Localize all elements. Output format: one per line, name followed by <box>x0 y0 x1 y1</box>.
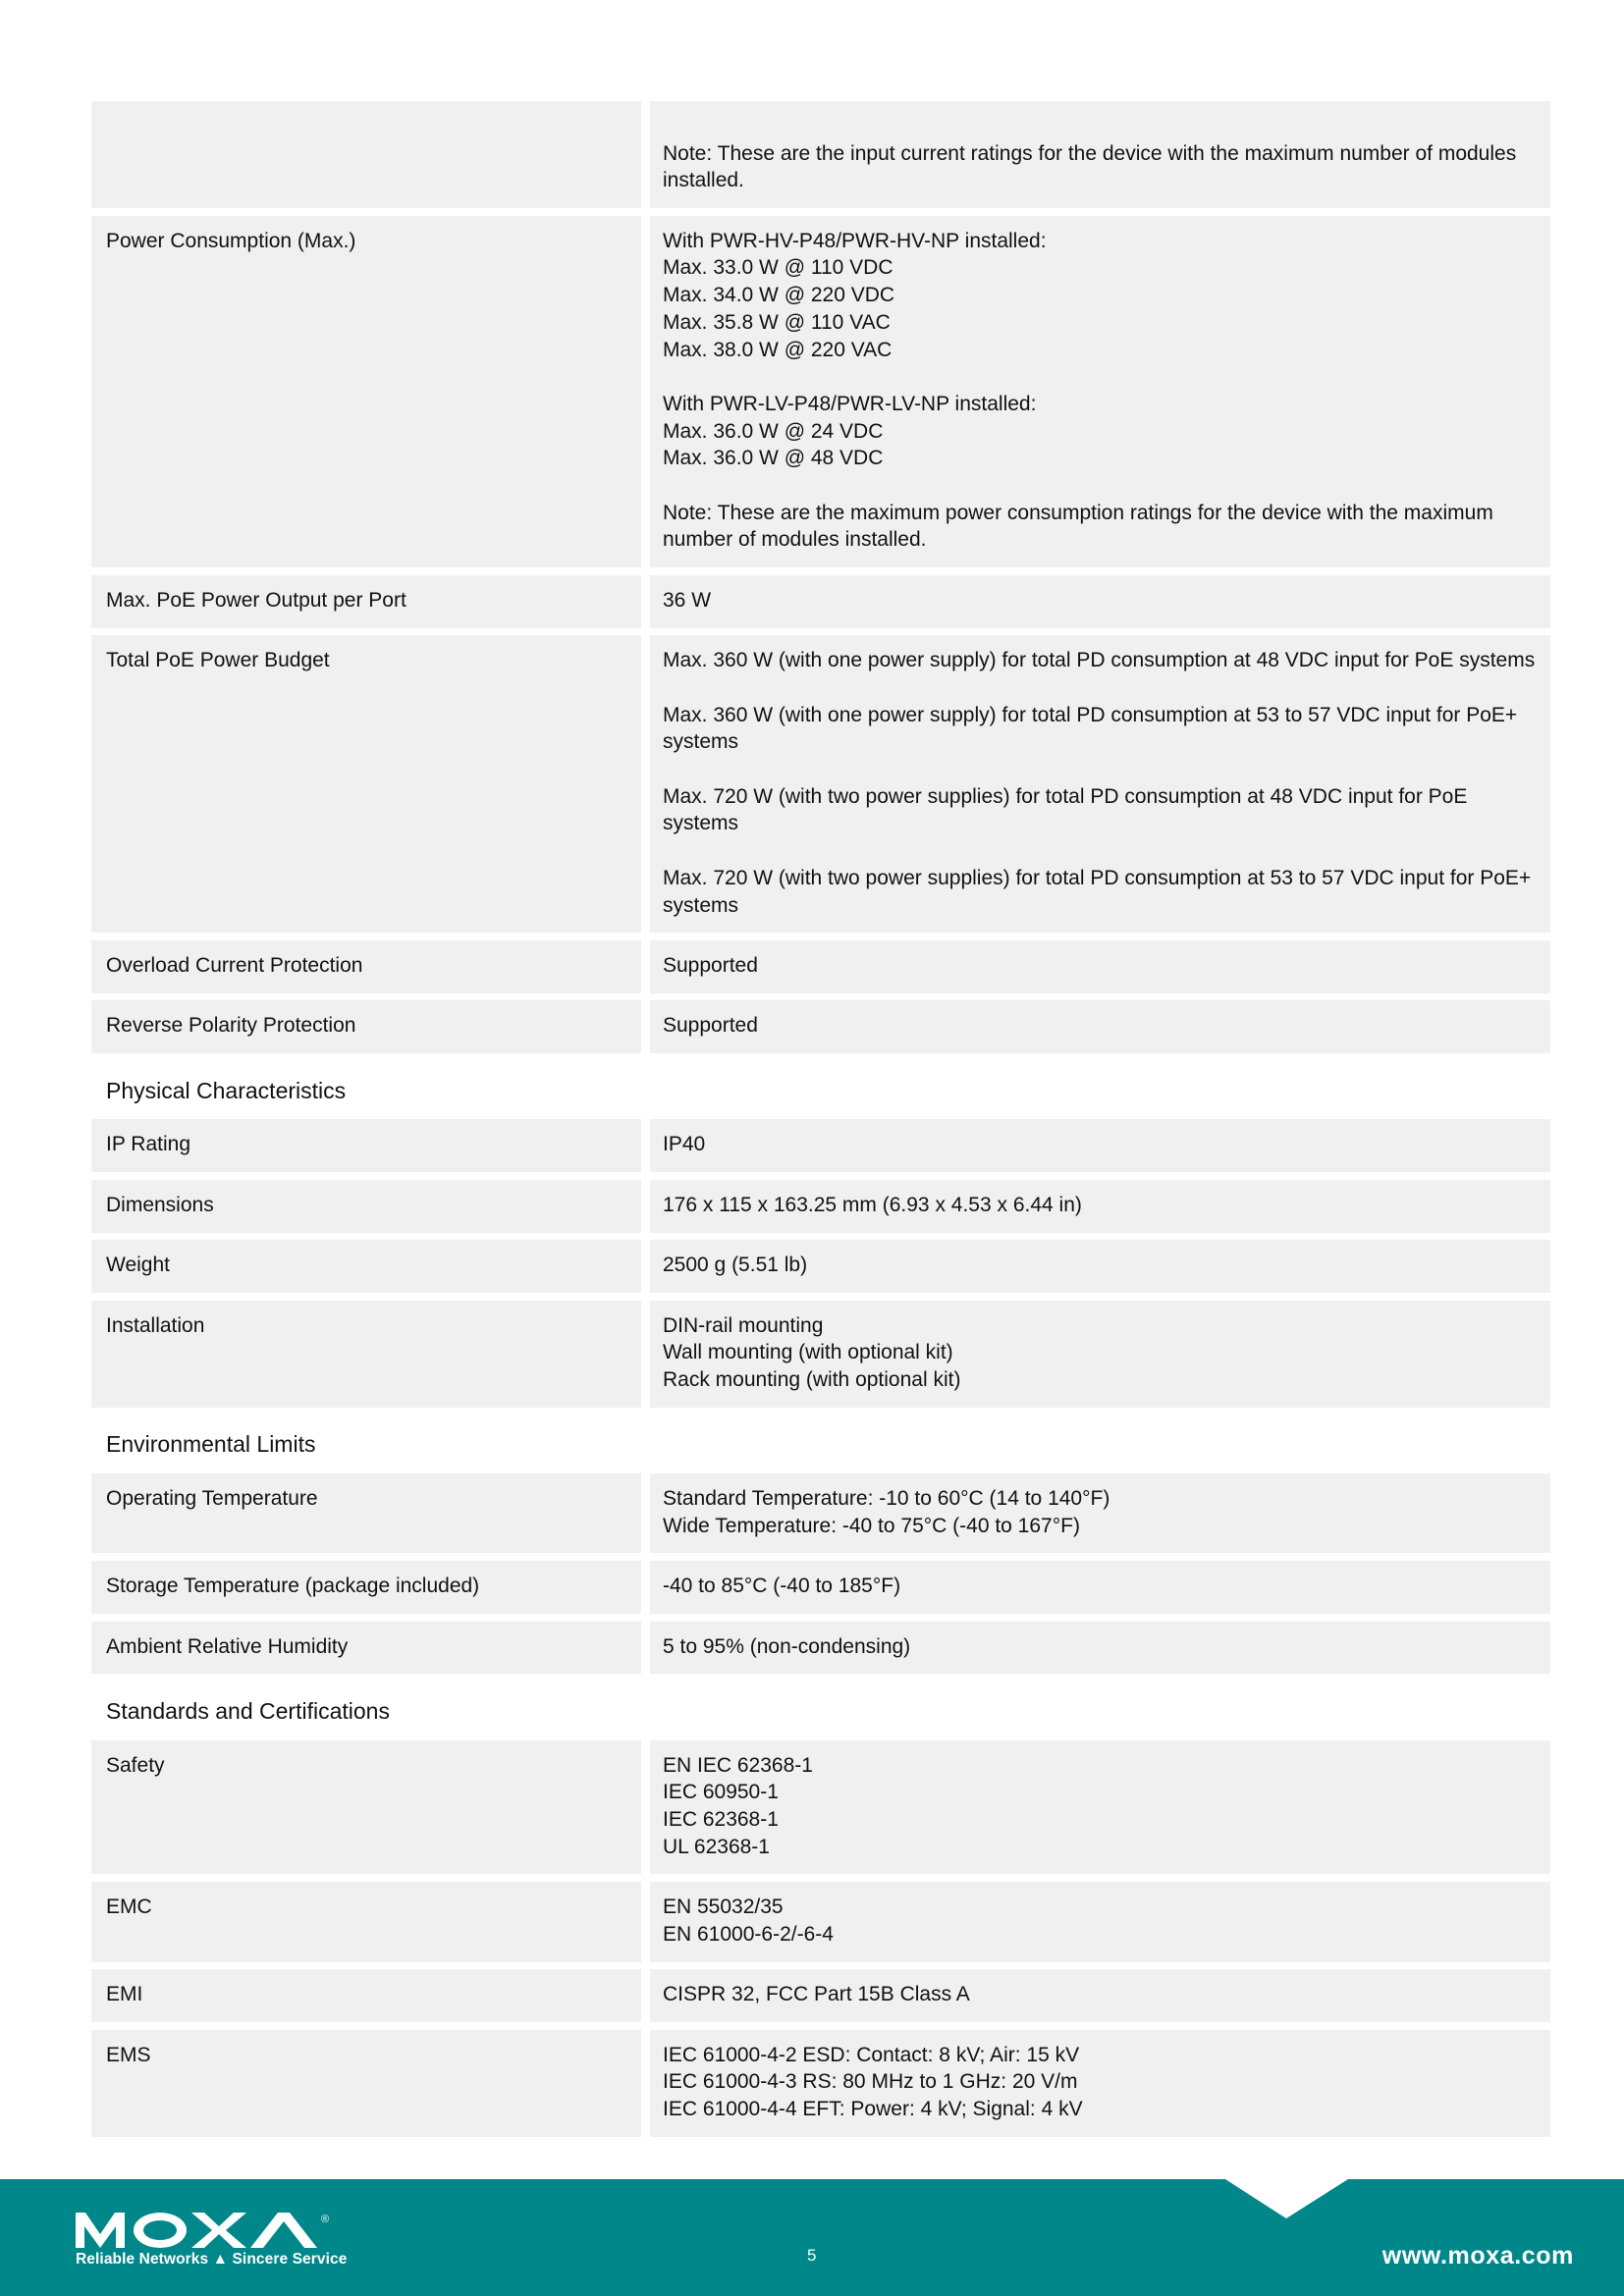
spec-value-paragraph <box>663 1981 1537 2008</box>
footer-notch-triangle <box>1225 2179 1348 2218</box>
spec-label: Total PoE Power Budget <box>91 635 641 933</box>
spec-value-line: IEC 61000-4-2 ESD: Contact: 8 kV; Air: 15 kV <box>663 2043 1080 2066</box>
spec-value-line: Max. 35.8 W @ 110 VAC <box>663 310 891 334</box>
spec-label: Storage Temperature (package included) <box>91 1561 641 1614</box>
spec-value-paragraph <box>663 1485 1537 1539</box>
spec-value-paragraph <box>663 113 1537 140</box>
spec-value <box>650 101 1550 208</box>
spec-value-line: Max. 34.0 W @ 220 VDC <box>663 284 895 307</box>
spec-value-line: Max. 360 W (with one power supply) for total PD consumption at 48 VDC input for PoE systems <box>663 649 1536 672</box>
spec-value-line: -40 to 85°C (-40 to 185°F) <box>663 1575 901 1598</box>
spec-row <box>91 575 1550 628</box>
spec-label: IP Rating <box>91 1119 641 1172</box>
spec-value <box>650 1119 1550 1172</box>
spec-value <box>650 940 1550 993</box>
spec-value-paragraph <box>663 1012 1537 1040</box>
spec-value <box>650 2030 1550 2137</box>
spec-value-line: CISPR 32, FCC Part 15B Class A <box>663 1983 970 2006</box>
spec-label: Safety <box>91 1740 641 1875</box>
spec-value <box>650 1180 1550 1233</box>
spec-value-line: 176 x 115 x 163.25 mm (6.93 x 4.53 x 6.44 in) <box>663 1193 1082 1216</box>
spec-value-paragraph <box>663 1894 1537 1948</box>
spec-value-line: Standard Temperature: -10 to 60°C (14 to 140°F) <box>663 1487 1110 1511</box>
spec-row <box>91 101 1550 208</box>
spec-value-line: 36 W <box>663 588 712 612</box>
spec-label: Weight <box>91 1240 641 1293</box>
spec-label: EMI <box>91 1969 641 2022</box>
spec-value-line: Max. 36.0 W @ 24 VDC <box>663 419 884 443</box>
spec-value-line: Wide Temperature: -40 to 75°C (-40 to 167°F) <box>663 1514 1080 1537</box>
spec-row <box>91 1740 1550 1875</box>
spec-value-line: Rack mounting (with optional kit) <box>663 1367 961 1391</box>
spec-value-paragraph <box>663 783 1537 837</box>
spec-value-paragraph <box>663 1573 1537 1600</box>
spec-row <box>91 2030 1550 2137</box>
spec-value-paragraph <box>663 952 1537 980</box>
spec-value-line: Note: These are the input current ratings for the device with the maximum number of modules installed. <box>663 141 1517 192</box>
spec-value-line: EN IEC 62368-1 <box>663 1753 813 1777</box>
spec-value-line: EN 55032/35 <box>663 1896 784 1919</box>
spec-value <box>650 575 1550 628</box>
section-heading: Environmental Limits <box>106 1431 316 1458</box>
spec-value-line: Max. 720 W (with two power supplies) for total PD consumption at 48 VDC input for PoE systems <box>663 784 1468 835</box>
spec-value-line: IEC 61000-4-4 EFT: Power: 4 kV; Signal: 4 kV <box>663 2098 1083 2121</box>
spec-value <box>650 1301 1550 1408</box>
spec-label: Max. PoE Power Output per Port <box>91 575 641 628</box>
spec-value <box>650 1561 1550 1614</box>
spec-row <box>91 1969 1550 2022</box>
registered-mark: ® <box>321 2214 330 2225</box>
spec-value <box>650 1882 1550 1961</box>
spec-value <box>650 1969 1550 2022</box>
spec-value-line: Supported <box>663 953 758 977</box>
spec-row <box>91 1119 1550 1172</box>
spec-value-paragraph <box>663 647 1537 674</box>
spec-row <box>91 635 1550 933</box>
spec-label: Operating Temperature <box>91 1473 641 1553</box>
spec-value-paragraph <box>663 1252 1537 1279</box>
spec-value-line: Max. 33.0 W @ 110 VDC <box>663 256 893 280</box>
spec-value-line: IEC 60950-1 <box>663 1781 779 1804</box>
spec-value-line: IP40 <box>663 1133 706 1156</box>
spec-value-paragraph <box>663 865 1537 919</box>
spec-label <box>91 101 641 208</box>
spec-value-paragraph <box>663 1752 1537 1861</box>
spec-value-line: 2500 g (5.51 lb) <box>663 1254 808 1277</box>
spec-value-paragraph <box>663 587 1537 614</box>
spec-value-line: With PWR-LV-P48/PWR-LV-NP installed: <box>663 392 1037 415</box>
spec-value-paragraph <box>663 2042 1537 2123</box>
spec-value-paragraph <box>663 1131 1537 1158</box>
spec-row <box>91 1622 1550 1675</box>
spec-value-paragraph <box>663 500 1537 554</box>
spec-value-paragraph <box>663 391 1537 472</box>
section-heading: Standards and Certifications <box>106 1697 390 1724</box>
spec-value-line: UL 62368-1 <box>663 1835 770 1858</box>
spec-value-line: Supported <box>663 1014 758 1038</box>
website-link[interactable]: www.moxa.com <box>1381 2242 1574 2269</box>
spec-row <box>91 1180 1550 1233</box>
spec-value-paragraph <box>663 702 1537 756</box>
spec-value <box>650 1473 1550 1553</box>
spec-value <box>650 635 1550 933</box>
spec-value-line: Max. 38.0 W @ 220 VAC <box>663 338 893 361</box>
spec-value-line: 5 to 95% (non-condensing) <box>663 1634 911 1658</box>
specification-table <box>91 101 1550 2144</box>
spec-value-line: Max. 36.0 W @ 48 VDC <box>663 447 884 470</box>
spec-row <box>91 1561 1550 1614</box>
spec-value-line: Wall mounting (with optional kit) <box>663 1341 953 1364</box>
spec-value-paragraph <box>663 228 1537 364</box>
spec-value-line: With PWR-HV-P48/PWR-HV-NP installed: <box>663 229 1047 252</box>
spec-value <box>650 1622 1550 1675</box>
spec-value-line: Max. 720 W (with two power supplies) for total PD consumption at 53 to 57 VDC input for PoE+ systems <box>663 866 1532 917</box>
spec-row <box>91 216 1550 567</box>
spec-value-paragraph <box>663 140 1537 194</box>
spec-row <box>91 1301 1550 1408</box>
spec-label: Ambient Relative Humidity <box>91 1622 641 1675</box>
spec-row <box>91 1000 1550 1053</box>
spec-label: Power Consumption (Max.) <box>91 216 641 567</box>
spec-value <box>650 1740 1550 1875</box>
spec-value <box>650 1000 1550 1053</box>
page-number: 5 <box>807 2246 817 2265</box>
spec-value-line: IEC 61000-4-3 RS: 80 MHz to 1 GHz: 20 V/m <box>663 2070 1078 2094</box>
spec-value-line: EN 61000-6-2/-6-4 <box>663 1922 834 1946</box>
spec-value-paragraph <box>663 1312 1537 1394</box>
spec-row <box>91 1882 1550 1961</box>
spec-row <box>91 940 1550 993</box>
spec-label: Overload Current Protection <box>91 940 641 993</box>
footer-tagline: Reliable Networks ▲ Sincere Service <box>76 2251 348 2268</box>
spec-label: EMC <box>91 1882 641 1961</box>
spec-value-line: IEC 62368-1 <box>663 1808 779 1832</box>
section-heading: Physical Characteristics <box>106 1077 347 1103</box>
spec-value-paragraph <box>663 1192 1537 1219</box>
spec-value-line <box>663 113 1537 140</box>
spec-label: EMS <box>91 2030 641 2137</box>
spec-value <box>650 1240 1550 1293</box>
spec-value-paragraph <box>663 1633 1537 1661</box>
spec-value-line: Note: These are the maximum power consumption ratings for the device with the maximum number of modules installed. <box>663 501 1493 552</box>
spec-value-line: DIN-rail mounting <box>663 1313 824 1337</box>
spec-label: Installation <box>91 1301 641 1408</box>
spec-label: Reverse Polarity Protection <box>91 1000 641 1053</box>
spec-value <box>650 216 1550 567</box>
moxa-logo-icon <box>76 2211 351 2250</box>
spec-row <box>91 1473 1550 1553</box>
spec-value-line: Max. 360 W (with one power supply) for total PD consumption at 53 to 57 VDC input for PoE+ systems <box>663 703 1518 754</box>
spec-label: Dimensions <box>91 1180 641 1233</box>
spec-row <box>91 1240 1550 1293</box>
